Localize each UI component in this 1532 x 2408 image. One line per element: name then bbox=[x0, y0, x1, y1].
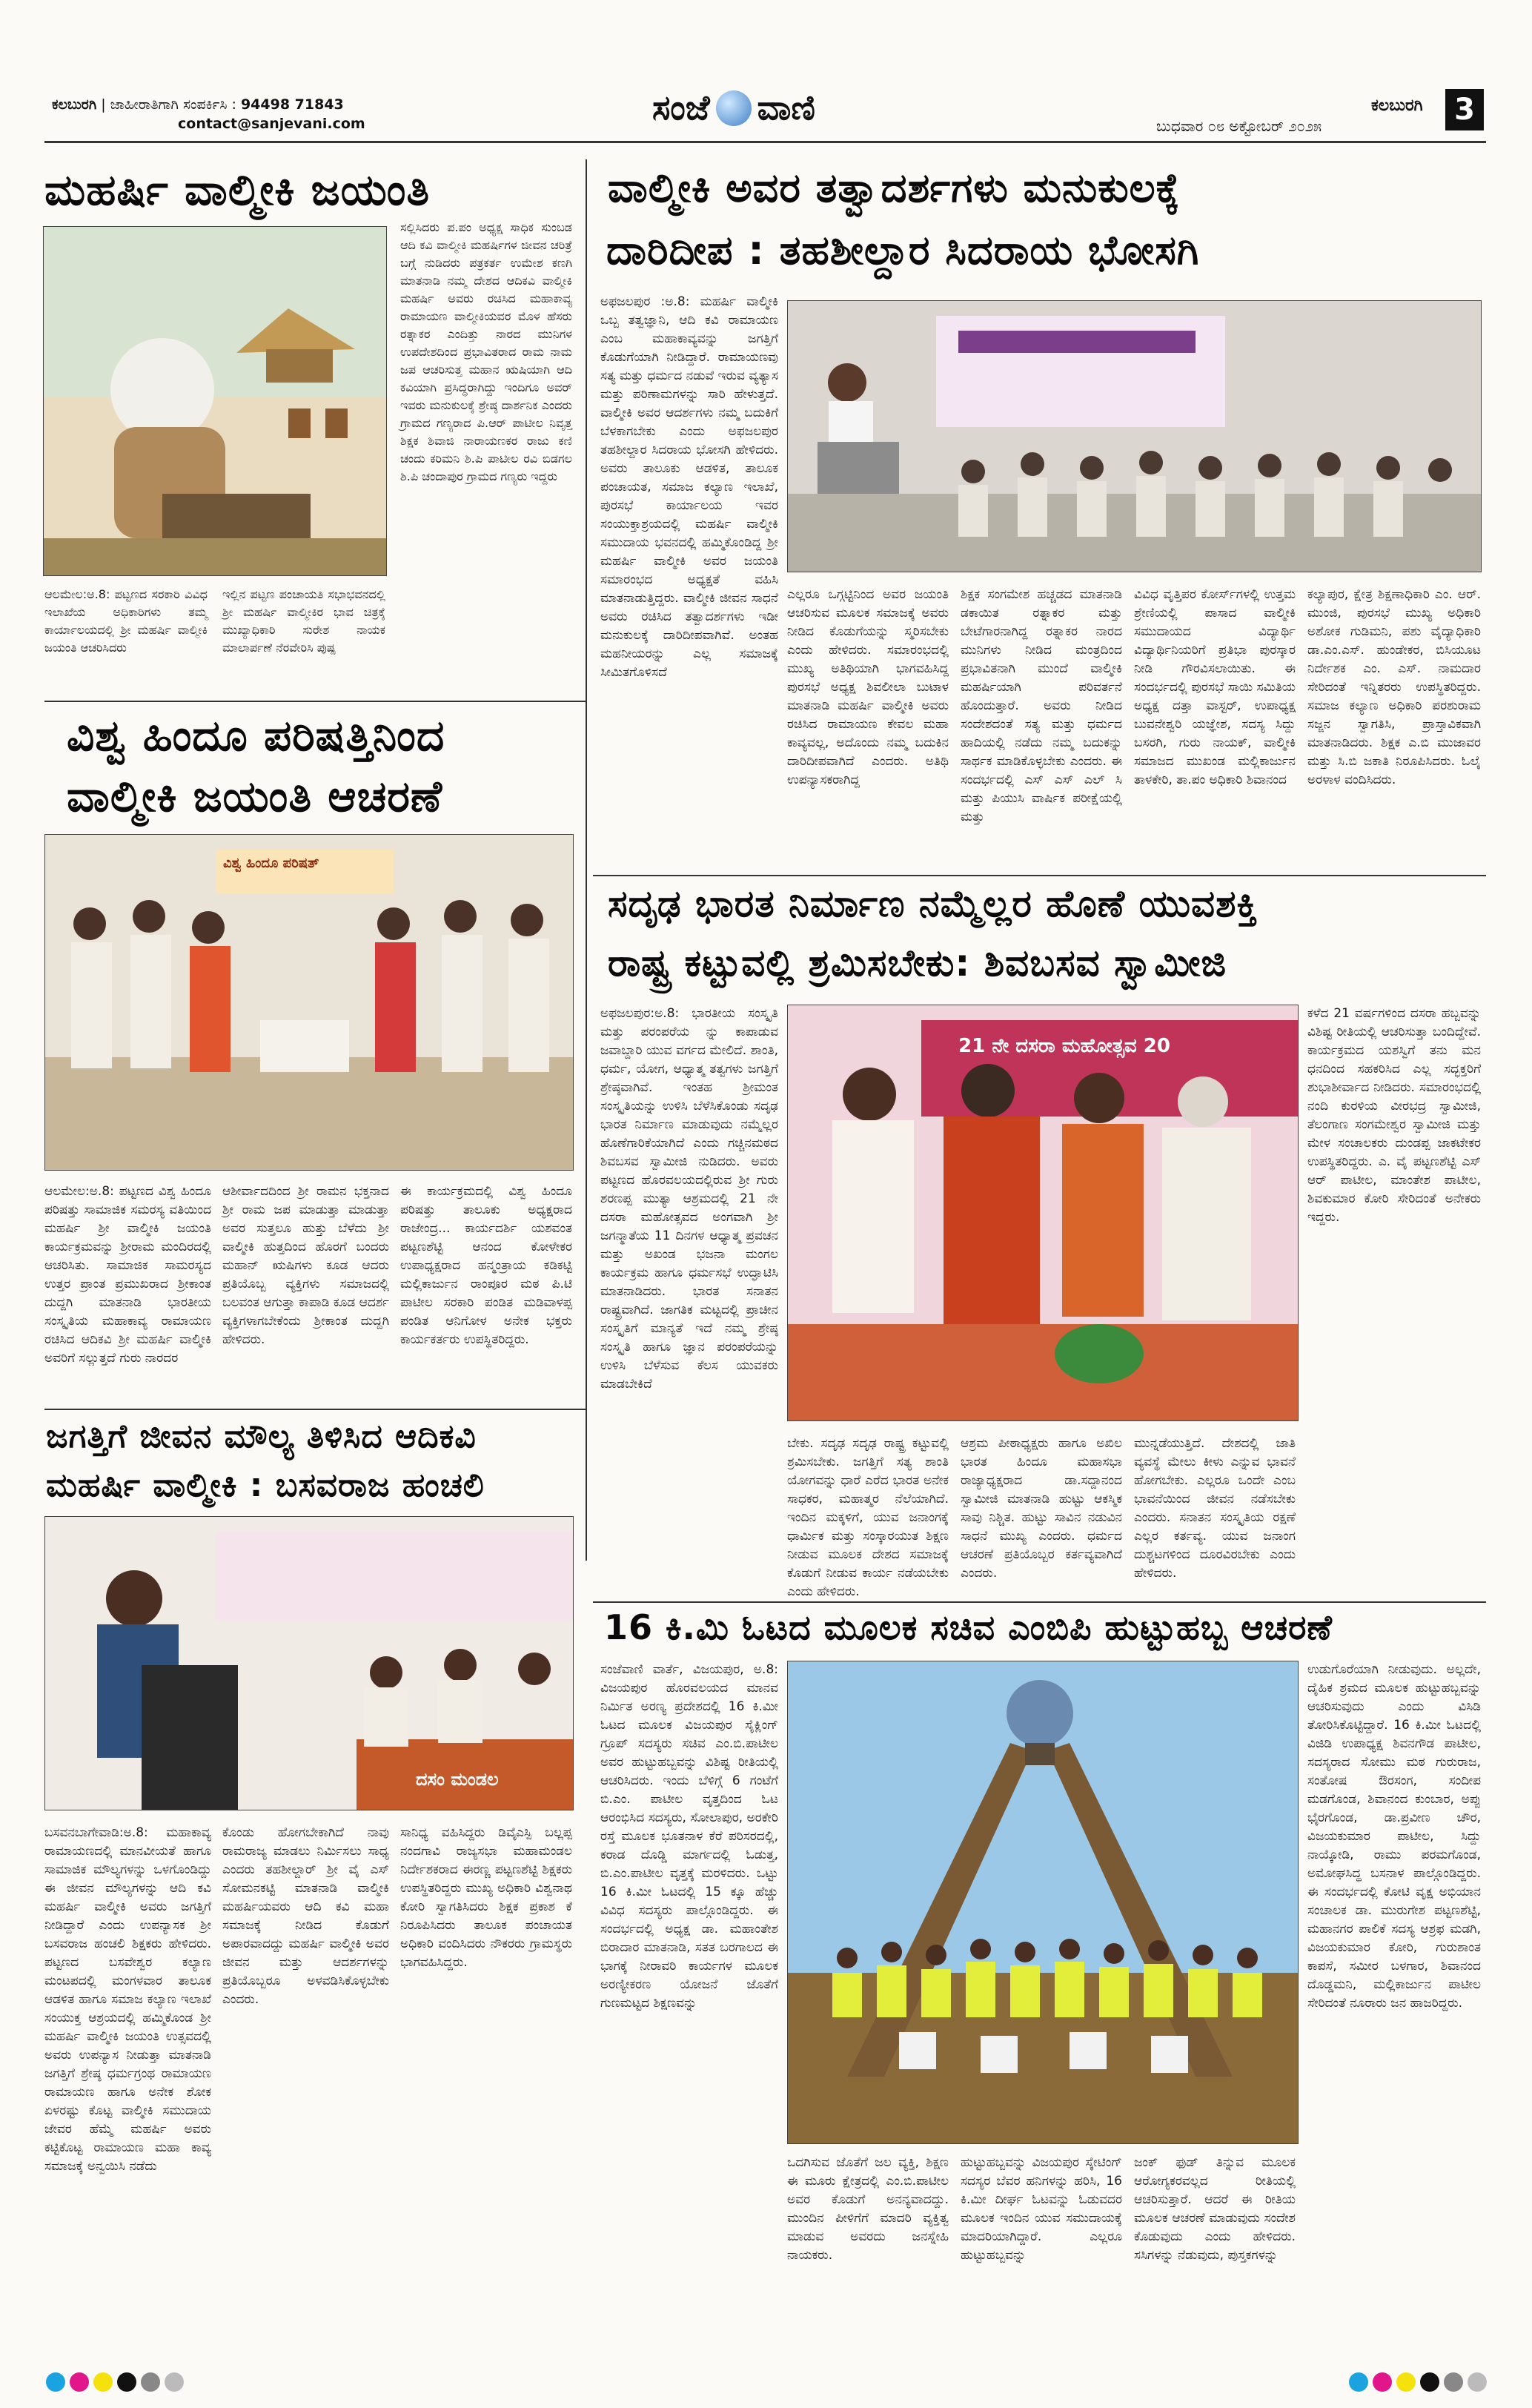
ad-contact-label: ಜಾಹೀರಾತಿಗಾಗಿ ಸಂಪರ್ಕಿಸಿ bbox=[110, 96, 228, 113]
lightgray-dot bbox=[165, 2372, 184, 2392]
color-registration-right bbox=[1349, 2372, 1487, 2392]
story4-col2: ಕೊಂಡು ಹೋಗಬೇಕಾಗಿದೆ ನಾವು ರಾಮರಾಜ್ಯ ಮಾಡಲು ನಿರ್ಮಿಸಲು ಸಾಧ್ಯ ಎಂದರು ತಹಶೀಲ್ದಾರ್ ಶ್ರೀ ವೈ ಎಸ್ ಸೋಮನಕಟ್ಟಿ ಮಾತನಾಡಿ ವಾಲ್ಮೀಕಿ ಮಹರ್ಷಿಯವರು ಆದಿ ಕವಿ ಮಹಾ ಸಮಾಜಕ್ಕೆ ನೀಡಿದ ಕೊಡುಗೆ ಅಪಾರವಾದದ್ದು ಮಹರ್ಷಿ ವಾಲ್ಮೀಕಿ ಅವರ ಜೀವನ ಮತ್ತು ಆದರ್ಶಗಳನ್ನು ಪ್ರತಿಯೊಬ್ಬರೂ ಅಳವಡಿಸಿಕೊಳ್ಳಬೇಕು ಎಂದರು. bbox=[222, 1825, 389, 2007]
black-dot bbox=[1420, 2372, 1439, 2392]
swamiji-event-photo bbox=[787, 1005, 1299, 1421]
story3-headline-2: ವಾಲ್ಮೀಕಿ ಜಯಂತಿ ಆಚರಣೆ bbox=[67, 771, 443, 821]
dasara-banner-text: 21 ನೇ ದಸರಾ ಮಹೋತ್ಸವ 20 bbox=[958, 1035, 1170, 1057]
story3-col2: ಆಶೀರ್ವಾದದಿಂದ ಶ್ರೀ ರಾಮನ ಭಕ್ತನಾದ ಶ್ರೀ ರಾಮ ಜಪ ಮಾಡುತ್ತಾ ಮಾಡುತ್ತಾ ಅವರ ಸುತ್ತಲೂ ಹುತ್ತು ಬೆಳೆದು ಶ್ರೀ ವಾಲ್ಮೀಕಿ ಹುತ್ತದಿಂದ ಹೊರಗೆ ಬಂದರು ಮಹಾನ್ ಋಷಿಗಳು ಕೂಡ ಆದರು ಪ್ರತಿಯೊಬ್ಬ ವ್ಯಕ್ತಿಗಳು ಸಮಾಜದಲ್ಲಿ ಬಲವಂತ ಆಗುತ್ತಾ ಕಾಪಾಡಿ ಕೂಡ ಆದರ್ಶ ವ್ಯಕ್ತಿಗಳಾಗಬೇಕೆಂದು ಶ್ರೀಕಾಂತ ದುದ್ದಗಿ ಹೇಳಿದರು. bbox=[222, 1184, 389, 1347]
masthead-rule bbox=[44, 141, 1486, 143]
valmiki-painting bbox=[43, 226, 387, 576]
story1-col2: ಇಲ್ಲಿನ ಪಟ್ಟಣ ಪಂಚಾಯತಿ ಸಭಾಭವನದಲ್ಲಿ ಶ್ರೀ ಮಹರ್ಷಿ ವಾಲ್ಮೀಕಿರ ಭಾವ ಚಿತ್ರಕ್ಕೆ ಮುಖ್ಯಾಧಿಕಾರಿ ಸುರೇಶ ನಾಯಕ ಮಾಲಾರ್ಪಣೆ ನೆರವೇರಿಸಿ ಪುಷ್ಪ bbox=[222, 587, 385, 655]
story6-col5: ಉಡುಗೊರೆಯಾಗಿ ನೀಡುವುದು. ಅಲ್ಲದೇ, ದೈಹಿಕ ಶ್ರಮದ ಮೂಲಕ ಹುಟ್ಟುಹಬ್ಬವನ್ನು ಆಚರಿಸುವುದು ಎಂದು ವಿಸಿಡಿ ತೋರಿಸಿಕೊಟ್ಟಿದ್ದಾರೆ. 16 ಕಿ.ಮೀ ಓಟದಲ್ಲಿ ವಿಜಿಡಿ ಉಪಾಧ್ಯಕ್ಷ ಶಿವನಗೌಡ ಪಾಟೀಲ, ಸದಸ್ಯರಾದ ಸೋಮು ಮಠ ಗುರುರಾಜ, ಸಂತೋಷ ಔರಸಂಗ, ಸಂದೀಪ ಮಡಗೊಂಡ, ಶಿವಾನಂದ ಕುಂಬಾರ, ಅಪ್ಪು ಭೈರಗೊಂಡ, ಡಾ.ಪ್ರವೀಣ ಚೌರ, ವಿಜಯಕುಮಾರ ಪಾಟೀಲ, ಸಿದ್ದು ನಾಯ್ಕೋಡಿ, ರಾಮು ಪರಮಗೊಂಡ, ಅಮೋಘಸಿದ್ಧ ಬಸನಾಳ ಪಾಲ್ಗೊಂಡಿದ್ದರು. ಈ ಸಂದರ್ಭದಲ್ಲಿ ಕೋಟಿ ವೃಕ್ಷ ಅಭಿಯಾನ ಸಂಚಾಲಕ ಡಾ. ಮುರುಗೇಶ ಪಟ್ಟಣಶೆಟ್ಟಿ, ಮಹಾನಗರ ಪಾಲಿಕೆ ಸದಸ್ಯ ಆಶ್ರಫ ಮಡಗಿ, ವಿಜಯಕುಮಾರ ಕೋರಿ, ಗುರುಶಾಂತ ಕಾಪಸೆ, ಸಮೀರ ಬಳಗಾರ, ಶಿವಾನಂದ ದೊಡ್ಡಮನಿ, ಮಲ್ಲಿಕಾರ್ಜುನ ಪಾಟೀಲ ಸೇರಿದಂತೆ ನೂರಾರು ಜನ ಹಾಜರಿದ್ದರು. bbox=[1307, 1662, 1481, 2011]
story4-col3: ಸಾನಿಧ್ಯ ವಹಿಸಿದ್ದರು ಡಿವೈಎಸ್ಪಿ ಬಲ್ಲಪ್ಪ ನಂದಗಾವಿ ರಾಜ್ಯಸಭಾ ಮಹಾಮಂಡಲ ನಿರ್ದೇಶಕರಾದ ಈರಣ್ಣ ಪಟ್ಟಣಶೆಟ್ಟಿ ಶಿಕ್ಷಕರು ಉಪಸ್ಥಿತರಿದ್ದರು ಮುಖ್ಯ ಅಧಿಕಾರಿ ವಿಶ್ವನಾಥ ಕೋರಿ ಸ್ವಾಗತಿಸಿದರು ಶಿಕ್ಷಕ ಪ್ರಕಾಶ ಕೆ ನಿರೂಪಿಸಿದರು ತಾಲೂಕ ಪಂಚಾಯತ ಅಧಿಕಾರಿ ವಂದಿಸಿದರು ನೌಕರರು ಗ್ರಾಮಸ್ಥರು ಭಾಗವಹಿಸಿದ್ದರು. bbox=[400, 1825, 572, 1970]
cyan-dot bbox=[46, 2372, 65, 2392]
story2-col1: ಅಫಜಲಪುರ :ಅ.8: ಮಹರ್ಷಿ ವಾಲ್ಮೀಕಿ ಒಬ್ಬ ತತ್ವಜ್ಞಾನಿ, ಆದಿ ಕವಿ ರಾಮಾಯಣ ಎಂಬ ಮಹಾಕಾವ್ಯವನ್ನು ಜಗತ್ತಿಗೆ ಕೊಡುಗೆಯಾಗಿ ನೀಡಿದ್ದಾರೆ. ರಾಮಾಯಣವು ಸತ್ಯ ಮತ್ತು ಧರ್ಮದ ನಡುವೆ ಇರುವ ವ್ಯತ್ಯಾಸ ಮತ್ತು ಪರಿಣಾಮಗಳನ್ನು ಸಾರಿ ಹೇಳುತ್ತದೆ. ವಾಲ್ಮೀಕಿ ಅವರ ಆದರ್ಶಗಳು ನಮ್ಮ ಬದುಕಿಗೆ ಬೆಳಕಾಗಬೇಕು ಎಂದು ಅಫಜಲಪುರ ತಹಶೀಲ್ದಾರ ಸಿದರಾಯ ಭೋಸಗಿ ಹೇಳಿದರು. ಅವರು ತಾಲೂಕು ಆಡಳಿತ, ತಾಲೂಕ ಪಂಚಾಯತ, ಸಮಾಜ ಕಲ್ಯಾಣ ಇಲಾಖೆ, ಪುರಸಭೆ ಕಾರ್ಯಾಲಯ ಇವರ ಸಂಯುಕ್ತಾಶ್ರಯದಲ್ಲಿ ಮಹರ್ಷಿ ವಾಲ್ಮೀಕಿ ಸಮುದಾಯ ಭವನದಲ್ಲಿ ಹಮ್ಮಿಕೊಂಡಿದ್ದ ಶ್ರೀ ಮಹರ್ಷಿ ವಾಲ್ಮೀಕಿ ಅವರ ಜಯಂತಿ ಸಮಾರಂಭದ ಅಧ್ಯಕ್ಷತೆ ವಹಿಸಿ ಮಾತನಾಡುತ್ತಿದ್ದರು. ವಾಲ್ಮೀಕಿ ಜೀವನ ಸಾಧನೆ ಅವರು ರಚಿಸಿದ ತತ್ವಾದರ್ಶಗಳು ಇಡೀ ಮನುಕುಲಕ್ಕೆ ದಾರಿದೀಪವಾಗಿವೆ. ಅಂತಹ ಮಹನೀಯರನ್ನು ಎಲ್ಲ ಸಮಾಜಕ್ಕೆ ಸೀಮಿತಗೊಳಿಸದೆ bbox=[600, 294, 778, 680]
stage-banner-text: ದಸಂ ಮಂಡಲ bbox=[416, 1769, 499, 1790]
vhp-banner-text: ವಿಶ್ವ ಹಿಂದೂ ಪರಿಷತ್ bbox=[223, 856, 319, 871]
story2-col4: ವಿವಿಧ ವೃತ್ತಿಪರ ಕೋರ್ಸ್‌ಗಳಲ್ಲಿ ಉತ್ತಮ ಶ್ರೇಣಿಯಲ್ಲಿ ಪಾಸಾದ ವಾಲ್ಮೀಕಿ ಸಮುದಾಯದ ವಿದ್ಯಾರ್ಥಿ ವಿದ್ಯಾರ್ಥಿನಿಯರಿಗೆ ಪ್ರತಿಭಾ ಪುರಸ್ಕಾರ ನೀಡಿ ಗೌರವಿಸಲಾಯಿತು. ಈ ಸಂದರ್ಭದಲ್ಲಿ ಪುರಸಭೆ ಸಾಯಿ ಸಮಿತಿಯ ಅಧ್ಯಕ್ಷ ದತ್ತಾ ವಾಸ್ಟರ್, ಉಪಾಧ್ಯಕ್ಷ ಬುವನೇಶ್ವರಿ ಯಜ್ಞೇಶ, ಸದಸ್ಯ ಸಿದ್ದು ಬಸರಗಿ, ಗುರು ನಾಯಕ್, ವಾಲ್ಮೀಕಿ ಸಮಾಜದ ಮುಖಂಡ ಮಲ್ಲಿಕಾರ್ಜುನ ತಾಳಕೇರಿ, ತಾ.ಪಂ ಅಧಿಕಾರಿ ಶಿವಾನಂದ bbox=[1134, 587, 1296, 787]
vhp-event-photo bbox=[44, 834, 574, 1171]
story2-col2: ಎಲ್ಲರೂ ಒಗ್ಗಟ್ಟಿನಿಂದ ಅವರ ಜಯಂತಿ ಆಚರಿಸುವ ಮೂಲಕ ಸಮಾಜಕ್ಕೆ ಅವರು ನೀಡಿದ ಕೊಡುಗೆಯನ್ನು ಸ್ಮರಿಸಬೇಕು ಎಂದು ಹೇಳಿದರು. ಸಮಾರಂಭದಲ್ಲಿ ಮುಖ್ಯ ಅತಿಥಿಯಾಗಿ ಭಾಗವಹಿಸಿದ್ದ ಪುರಸಭೆ ಅಧ್ಯಕ್ಷ ಶಿವಲೀಲಾ ಬುಟಾಳ ಮಾತನಾಡಿ ಮಹರ್ಷಿ ವಾಲ್ಮೀಕಿ ಅವರು ರಚಿಸಿದ ರಾಮಾಯಣ ಕೇವಲ ಮಹಾ ಕಾವ್ಯವಲ್ಲ, ಅದೊಂದು ನಮ್ಮ ಬದುಕಿನ ದಾರಿದೀಪವಾಗಿದೆ ಎಂದರು. ಅತಿಥಿ ಉಪನ್ಯಾಸಕರಾಗಿದ್ದ bbox=[787, 587, 949, 787]
story1-col1: ಆಲಮೇಲ:ಅ.8: ಪಟ್ಟಣದ ಸರಕಾರಿ ವಿವಿಧ ಇಲಾಖೆಯ ಅಧಿಕಾರಿಗಳು ತಮ್ಮ ಕಾರ್ಯಾಲಯದಲ್ಲಿ ಶ್ರೀ ಮಹರ್ಷಿ ವಾಲ್ಮೀಕಿ ಜಯಂತಿ ಆಚರಿಸಿದರು bbox=[44, 587, 208, 655]
tahsildar-event-photo bbox=[787, 300, 1482, 572]
story5-col3: ಆಶ್ರಮ ಪೀಠಾಧ್ಯಕ್ಷರು ಹಾಗೂ ಅಖಿಲ ಭಾರತ ಹಿಂದೂ ಮಹಾಸಭಾ ರಾಜ್ಯಾಧ್ಯಕ್ಷರಾದ ಡಾ.ಸದ್ದಾನಂದ ಸ್ವಾಮೀಜಿ ಮಾತನಾಡಿ ಹುಟ್ಟು ಆಕಸ್ಮಿಕ ಸಾವು ನಿಶ್ಚಿತ. ಹುಟ್ಟು ಸಾವಿನ ನಡುವಿನ ಸಾಧನೆ ಮುಖ್ಯ ಎಂದರು. ಧರ್ಮದ ಆಚರಣೆ ಪ್ರತಿಯೊಬ್ಬರ ಕರ್ತವ್ಯವಾಗಿದೆ ಎಂದರು. bbox=[961, 1436, 1122, 1581]
story6-col2: ಒದಗಿಸುವ ಜೊತೆಗೆ ಜಲ ವ್ಯಕ್ತಿ, ಶಿಕ್ಷಣ ಈ ಮೂರು ಕ್ಷೇತ್ರದಲ್ಲಿ ಎಂ.ಬಿ.ಪಾಟೀಲ ಅವರ ಕೊಡುಗೆ ಅನನ್ಯವಾದದ್ದು. ಮುಂದಿನ ಪೀಳಿಗೆಗೆ ಮಾದರಿ ವ್ಯಕ್ತಿತ್ವ ಮಾಡುವ ಅವರದು ಜನಸ್ನೇಹಿ ನಾಯಕರು. bbox=[787, 2155, 949, 2263]
story4-headline-2: ಮಹರ್ಷಿ ವಾಲ್ಮೀಕಿ : ಬಸವರಾಜ ಹಂಚಲಿ bbox=[46, 1466, 485, 1504]
globe-icon bbox=[716, 90, 752, 126]
story4-headline-1: ಜಗತ್ತಿಗೆ ಜೀವನ ಮೌಲ್ಯ ತಿಳಿಸಿದ ಆದಿಕವಿ bbox=[46, 1418, 477, 1455]
divider bbox=[593, 1601, 1486, 1603]
logo-right: ವಾಣಿ bbox=[757, 87, 815, 128]
divider bbox=[593, 875, 1486, 876]
email[interactable]: contact@sanjevani.com bbox=[178, 116, 365, 132]
story2-headline-1: ವಾಲ್ಮೀಕಿ ಅವರ ತತ್ವಾದರ್ಶಗಳು ಮನುಕುಲಕ್ಕೆ bbox=[608, 165, 1181, 211]
divider bbox=[44, 1409, 586, 1410]
story1-headline: ಮಹರ್ಷಿ ವಾಲ್ಮೀಕಿ ಜಯಂತಿ bbox=[44, 165, 431, 215]
logo bbox=[652, 87, 815, 129]
cyan-dot bbox=[1349, 2372, 1368, 2392]
logo-left: ಸಂಜೆ bbox=[652, 87, 710, 128]
runners-group-photo bbox=[787, 1661, 1299, 2144]
story3-headline-1: ವಿಶ್ವ ಹಿಂದೂ ಪರಿಷತ್ತಿನಿಂದ bbox=[67, 710, 445, 761]
divider bbox=[586, 159, 587, 1561]
magenta-dot bbox=[1373, 2372, 1392, 2392]
gray-dot bbox=[141, 2372, 160, 2392]
masthead-date: ಬುಧವಾರ ೦೮ ಅಕ್ಟೋಬರ್ ೨೦೨೫ bbox=[1156, 117, 1322, 135]
lightgray-dot bbox=[1468, 2372, 1487, 2392]
story5-col2: ಬೇಕು. ಸದೃಢ ಸದೃಢ ರಾಷ್ಟ್ರ ಕಟ್ಟುವಲ್ಲಿ ಶ್ರಮಿಸಬೇಕು. ಜಗತ್ತಿಗೆ ಸತ್ಯ ಶಾಂತಿ ಯೋಗವನ್ನು ಧಾರೆ ಎರೆದ ಭಾರತ ಅನೇಕ ಸಾಧಕರ, ಮಹಾತ್ಮರ ನೆಲೆಯಾಗಿದೆ. ಇಂದಿನ ಮಕ್ಕಳಿಗೆ, ಯುವ ಜನಾಂಗಕ್ಕೆ ಧಾರ್ಮಿಕ ಮತ್ತು ಸಂಸ್ಕಾರಯುತ ಶಿಕ್ಷಣ ನೀಡುವ ಮೂಲಕ ದೇಶದ ಸಮಾಜಕ್ಕೆ ಕೊಡುಗೆ ನೀಡುವ ಕಾರ್ಯ ನಡೆಯಬೇಕು ಎಂದು ಹೇಳಿದರು. bbox=[787, 1436, 949, 1599]
phone-number: 94498 71843 bbox=[240, 96, 344, 113]
story5-col1: ಅಫಜಲಪುರ:ಅ.8: ಭಾರತೀಯ ಸಂಸ್ಕೃತಿ ಮತ್ತು ಪರಂಪರೆಯ ನ್ನು ಕಾಪಾಡುವ ಜವಾಬ್ದಾರಿ ಯುವ ವರ್ಗದ ಮೇಲಿದೆ. ಶಾಂತಿ, ಧರ್ಮ, ಯೋಗ, ಆಧ್ಯಾತ್ಮ ತತ್ವಗಳು ಜಗತ್ತಿಗೆ ಶ್ರೇಷ್ಠವಾಗಿವೆ. ಇಂತಹ ಶ್ರೀಮಂತ ಸಂಸ್ಕೃತಿಯನ್ನು ಉಳಿಸಿ ಬೆಳೆಸಿಕೊಂಡು ಸದೃಢ ಭಾರತ ನಿರ್ಮಾಣ ಮಾಡುವುದು ನಮ್ಮೆಲ್ಲರ ಹೊಣೆಗಾರಿಕೆಯಾಗಿದೆ ಎಂದು ಗಚ್ಚಿನಮಠದ ಶಿವಬಸವ ಸ್ವಾಮೀಜಿ ನುಡಿದರು. ಅವರು ಪಟ್ಟಣದ ಹೊರವಲಯದಲ್ಲಿರುವ ಶ್ರೀ ಗುರು ಶರಣಪ್ಪ ಮುತ್ಯಾ ಆಶ್ರಮದಲ್ಲಿ 21 ನೇ ದಸರಾ ಮಹೋತ್ಸವದ ಅಂಗವಾಗಿ ಶ್ರೀ ಜಗನ್ಮಾತೆಯ 11 ದಿನಗಳ ಆಧ್ಯಾತ್ಮ ಪ್ರವಚನ ಮತ್ತು ಅಖಂಡ ಭಜನಾ ಮಂಗಲ ಕಾರ್ಯಕ್ರಮ ಹಾಗೂ ಧರ್ಮಸಭೆ ಉದ್ಘಾಟಿಸಿ ಮಾತನಾಡಿದರು. ಭಾರತ ಸನಾತನ ರಾಷ್ಟ್ರವಾಗಿದೆ. ಜಾಗತಿಕ ಮಟ್ಟದಲ್ಲಿ ಪ್ರಾಚೀನ ಸಂಸ್ಕೃತಿಗೆ ಮಾನ್ಯತೆ ಇದೆ ನಮ್ಮ ಶ್ರೇಷ್ಠ ಸಂಸ್ಕೃತಿ ಹಾಗೂ ಜ್ಞಾನ ಪರಂಪರೆಯನ್ನು ಉಳಿಸಿ ಬೆಳೆಸುವ ಕೆಲಸ ಯುವಕರು ಮಾಡಬೇಕಿದೆ bbox=[600, 1006, 778, 1392]
story3-col1: ಆಲಮೇಲ:ಅ.8: ಪಟ್ಟಣದ ವಿಶ್ವ ಹಿಂದೂ ಪರಿಷತ್ತು ಸಾಮಾಜಿಕ ಸಮರಸ್ಯ ವತಿಯಿಂದ ಮಹರ್ಷಿ ಶ್ರೀ ವಾಲ್ಮೀಕಿ ಜಯಂತಿ ಕಾರ್ಯಕ್ರಮವನ್ನು ಶ್ರೀರಾಮ ಮಂದಿರದಲ್ಲಿ ಆಚರಿಸಿತು. ಸಾಮಾಜಿಕ ಸಾಮರಸ್ಯದ ಉತ್ತರ ಪ್ರಾಂತ ಪ್ರಮುಖರಾದ ಶ್ರೀಕಾಂತ ದುದ್ದಗಿ ಮಾತನಾಡಿ ಭಾರತೀಯ ಸಂಸ್ಕೃತಿಯ ಮಹಾಕಾವ್ಯ ರಾಮಾಯಣ ರಚಿಸಿದ ಆದಿಕವಿ ಶ್ರೀ ಮಹರ್ಷಿ ವಾಲ್ಮೀಕಿ ಅವರಿಗೆ ಸಲ್ಲುತ್ತದೆ ಗುರು ನಾರದರ bbox=[44, 1184, 211, 1366]
story2-headline-2: ದಾರಿದೀಪ : ತಹಶೀಲ್ದಾರ ಸಿದರಾಯ ಭೋಸಗಿ bbox=[606, 227, 1200, 274]
story2-col3: ಶಿಕ್ಷಕ ಸಂಗಮೇಶ ಹಚ್ಚಡದ ಮಾತನಾಡಿ ಡಕಾಯಿತ ರತ್ನಾಕರ ಮತ್ತು ಬೇಟೆಗಾರನಾಗಿದ್ದ ರತ್ನಾಕರ ನಾರದ ಮುನಿಗಳು ನೀಡಿದ ಮಂತ್ರದಿಂದ ಪ್ರಭಾವಿತನಾಗಿ ಮುಂದೆ ವಾಲ್ಮೀಕಿ ಮಹರ್ಷಿಯಾಗಿ ಪರಿವರ್ತನೆ ಹೊಂದುತ್ತಾರೆ. ಅವರು ನೀಡಿದ ಸಂದೇಶದಂತೆ ಸತ್ಯ ಮತ್ತು ಧರ್ಮದ ಹಾದಿಯಲ್ಲಿ ನಡೆದು ನಮ್ಮ ಬದುಕನ್ನು ಸಾರ್ಥಕ ಮಾಡಿಕೊಳ್ಳಬೇಕು ಎಂದರು. ಈ ಸಂದರ್ಭದಲ್ಲಿ ಎಸ್ ಎಸ್ ಎಲ್ ಸಿ ಮತ್ತು ಪಿಯುಸಿ ವಾರ್ಷಿಕ ಪರೀಕ್ಷೆಯಲ್ಲಿ ಮತ್ತು bbox=[961, 587, 1122, 824]
story6-col4: ಜಂಕ್ ಫುಡ್ ತಿನ್ನುವ ಮೂಲಕ ಆರೋಗ್ಯಕರವಲ್ಲದ ರೀತಿಯಲ್ಲಿ ಆಚರಿಸುತ್ತಾರೆ. ಆದರೆ ಈ ರೀತಿಯ ಮೂಲಕ ಆಚರಣೆ ಮಾಡುವುದು ಸಂದೇಶ ಕೊಡುವುದು ಎಂದು ಹೇಳಿದರು. ಸಸಿಗಳನ್ನು ನೆಡುವುದು, ಪುಸ್ತಕಗಳನ್ನು bbox=[1134, 2155, 1296, 2263]
story6-headline: 16 ಕಿ.ಮಿ ಓಟದ ಮೂಲಕ ಸಚಿವ ಎಂಬಿಪಿ ಹುಟ್ಟುಹಬ್ಬ ಆಚರಣೆ bbox=[604, 1607, 1333, 1647]
story2-col5: ಕಲ್ಯಾಪುರ, ಕ್ಷೇತ್ರ ಶಿಕ್ಷಣಾಧಿಕಾರಿ ಎಂ. ಆರ್. ಮುಂಜಿ, ಪುರಸಭೆ ಮುಖ್ಯ ಅಧಿಕಾರಿ ಅಶೋಕ ಗುಡಿಮನಿ, ಪಶು ವೈದ್ಯಾಧಿಕಾರಿ ಡಾ.ಎಂ.ಎಸ್. ಹುಂಡೇಕರ, ಬಿಸಿಯೂಟ ನಿರ್ದೇಶಕ ಎಂ. ಎಸ್. ನಾಮದಾರ ಸೇರಿದಂತೆ ಇನ್ನಿತರರು ಉಪಸ್ಥಿತರಿದ್ದರು. ಸಮಾಜ ಕಲ್ಯಾಣ ಅಧಿಕಾರಿ ಪರಶುರಾಮ ಸಜ್ಜನ ಸ್ವಾಗತಿಸಿ, ಪ್ರಾಸ್ತಾವಿಕವಾಗಿ ಮಾತನಾಡಿದರು. ಶಿಕ್ಷಕ ಎ.ಬಿ ಮುಜಾವರ ಮತ್ತು ಸಿ.ಬಿ ಜಕಾತಿ ನಿರೂಪಿಸಿದರು. ಓಲೈ ಅರಳಾಳ ವಂದಿಸಿದರು. bbox=[1307, 587, 1481, 787]
magenta-dot bbox=[70, 2372, 89, 2392]
yellow-dot bbox=[93, 2372, 113, 2392]
story6-col1: ಸಂಜೆವಾಣಿ ವಾರ್ತೆ, ವಿಜಯಪುರ, ಅ.8: ವಿಜಯಪುರ ಹೊರವಲಯದ ಮಾನವ ನಿರ್ಮಿತ ಅರಣ್ಯ ಪ್ರದೇಶದಲ್ಲಿ 16 ಕಿ.ಮೀ ಓಟದ ಮೂಲಕ ವಿಜಯಪುರ ಸೈಕ್ಲಿಂಗ್ ಗ್ರೂಪ್ ಸದಸ್ಯರು ಸಚಿವ ಎಂ.ಬಿ.ಪಾಟೀಲ ಅವರ ಹುಟ್ಟುಹಬ್ಬವನ್ನು ವಿಶಿಷ್ಟ ರೀತಿಯಲ್ಲಿ ಆಚರಿಸಿದರು. ಇಂದು ಬೆಳಿಗ್ಗೆ 6 ಗಂಟೆಗೆ ಬಿ.ಎಂ. ಪಾಟೀಲ ವೃತ್ತದಿಂದ ಓಟ ಆರಂಭಿಸಿದ ಸದಸ್ಯರು, ಸೋಲಾಪುರ, ಅರಕೇರಿ ರಸ್ತೆ ಮೂಲಕ ಭೂತನಾಳ ಕೆರೆ ಪರಿಸರದಲ್ಲಿ, ಕರಾಡ ದೊಡ್ಡಿ ಮಾರ್ಗದಲ್ಲಿ ಓಡುತ್ತ, ಬಿ.ಎಂ.ಪಾಟೀಲ ವೃತ್ತಕ್ಕೆ ಮರಳಿದರು. ಒಟ್ಟು 16 ಕಿ.ಮೀ ಓಟದಲ್ಲಿ 15 ಕ್ಕೂ ಹೆಚ್ಚು ವಿವಿಧ ಸದಸ್ಯರು ಪಾಲ್ಗೊಂಡಿದ್ದರು. ಈ ಸಂದರ್ಭದಲ್ಲಿ ಅಧ್ಯಕ್ಷ ಡಾ. ಮಹಾಂತೇಶ ಬಿರಾದಾರ ಮಾತನಾಡಿ, ಸತತ ಬರಗಾಲದ ಈ ಭಾಗಕ್ಕೆ ನೀರಾವರಿ ಕಾರ್ಯಗಳ ಮೂಲಕ ಅರಣ್ಯೀಕರಣ ಯೋಜನೆ ಜೊತೆಗೆ ಗುಣಮಟ್ಟದ ಶಿಕ್ಷಣವನ್ನು bbox=[600, 1662, 778, 2011]
hanchali-speech-photo bbox=[44, 1516, 574, 1810]
story6-col3: ಹುಟ್ಟುಹಬ್ಬವನ್ನು ವಿಜಯಪುರ ಸ್ಕೇಟಿಂಗ್ ಸದಸ್ಯರ ಬೆವರ ಹನಿಗಳನ್ನು ಹರಿಸಿ, 16 ಕಿ.ಮೀ ದೀರ್ಘ ಓಟವನ್ನು ಓಡುವದರ ಮೂಲಕ ಇಂದಿನ ಯುವ ಸಮುದಾಯಕ್ಕೆ ಮಾದರಿಯಾಗಿದ್ದಾರೆ. ಎಲ್ಲರೂ ಹುಟ್ಟುಹಬ್ಬವನ್ನು bbox=[961, 2155, 1122, 2263]
left-city: ಕಲಬುರಗಿ bbox=[52, 96, 97, 113]
gray-dot bbox=[1444, 2372, 1463, 2392]
color-registration-left bbox=[46, 2372, 184, 2392]
story4-col1: ಬಸವನಬಾಗೇವಾಡಿ:ಅ.8: ಮಹಾಕಾವ್ಯ ರಾಮಾಯಣದಲ್ಲಿ ಮಾನವೀಯತೆ ಹಾಗೂ ಸಾಮಾಜಿಕ ಮೌಲ್ಯಗಳನ್ನು ಒಳಗೊಂಡಿದ್ದು ಈ ಜೀವನ ಮೌಲ್ಯಗಳನ್ನು ಆದಿ ಕವಿ ಮಹರ್ಷಿ ವಾಲ್ಮೀಕಿ ಅವರು ಜಗತ್ತಿಗೆ ನೀಡಿದ್ದಾರೆ ಎಂದು ಉಪನ್ಯಾಸಕ ಶ್ರೀ ಬಸವರಾಜ ಹಂಚಲಿ ಶಿಕ್ಷಕರು ಹೇಳಿದರು. ಪಟ್ಟಣದ ಬಸವೇಶ್ವರ ಕಲ್ಯಾಣ ಮಂಟಪದಲ್ಲಿ ಮಂಗಳವಾರ ತಾಲೂಕ ಆಡಳಿತ ಹಾಗೂ ಸಮಾಜ ಕಲ್ಯಾಣ ಇಲಾಖೆ ಸಂಯುಕ್ತ ಆಶ್ರಯದಲ್ಲಿ ಹಮ್ಮಿಕೊಂಡ ಶ್ರೀ ಮಹರ್ಷಿ ವಾಲ್ಮೀಕಿ ಜಯಂತಿ ಉತ್ಸವದಲ್ಲಿ ಅವರು ಉಪನ್ಯಾಸ ನೀಡುತ್ತಾ ಮಾತನಾಡಿ ಜಗತ್ತಿಗೆ ಶ್ರೇಷ್ಠ ಧರ್ಮಗ್ರಂಥ ರಾಮಾಯಣ ರಾಮಾಯಣ ಹಾಗೂ ಅನೇಕ ಶೋಕ ಏಳರಷ್ಟು ಕೊಟ್ಟ ವಾಲ್ಮೀಕಿ ಸಮುದಾಯ ಜೇವರ ಹೆಮ್ಮೆ ಮಹರ್ಷಿ ಅವರು ಕಟ್ಟಿಕೊಟ್ಟ ರಾಮಾಯಣ ಮಹಾ ಕಾವ್ಯ ಸಮಾಜಕ್ಕೆ ಅನ್ವಯಿಸಿ ನಡೆದು bbox=[44, 1825, 211, 2174]
story5-headline-1: ಸದೃಢ ಭಾರತ ನಿರ್ಮಾಣ ನಮ್ಮೆಲ್ಲರ ಹೊಣೆ ಯುವಶಕ್ತಿ bbox=[608, 882, 1259, 925]
story5-col5: ಕಳೆದ 21 ವರ್ಷಗಳಿಂದ ದಸರಾ ಹಬ್ಬವನ್ನು ವಿಶಿಷ್ಟ ರೀತಿಯಲ್ಲಿ ಆಚರಿಸುತ್ತಾ ಬಂದಿದ್ದೇವೆ. ಕಾರ್ಯಕ್ರಮದ ಯಶಸ್ವಿಗೆ ತನು ಮನ ಧನದಿಂದ ಸಹಕರಿಸಿದ ಎಲ್ಲ ಸದ್ಭಕ್ತರಿಗೆ ಶುಭಾಶೀರ್ವಾದ ನೀಡಿದರು. ಸಮಾರಂಭದಲ್ಲಿ ನಂದಿ ಕುರಳಿಯ ವೀರಭದ್ರ ಸ್ವಾಮೀಜಿ, ತೆಲಂಗಾಣ ಸಂಗಮೇಶ್ವರ ಸ್ವಾಮೀಜಿ ಮತ್ತು ಮೇಳ ಸಂಚಾಲಕರು ದುಂಡಪ್ಪ ಜಾಕಟೇಕರ ಉಪಸ್ಥಿತರಿದ್ದರು. ಎ. ವೈ ಪಟ್ಟಣಶೆಟ್ಟಿ ಎಸ್ ಆರ್ ಪಾಟೀಲ, ಮಾಂತೇಶ ಪಾಟೀಲ, ಶಿವಕುಮಾರ ಕೋರಿ ಸೇರಿದಂತೆ ಅನೇಕರು ಇದ್ದರು. bbox=[1307, 1006, 1481, 1225]
masthead-left-info: ಕಲಬುರಗಿ | ಜಾಹೀರಾತಿಗಾಗಿ ಸಂಪರ್ಕಿಸಿ : 94498 71843 contact@sanjevani.com bbox=[52, 96, 365, 132]
story5-headline-2: ರಾಷ್ಟ್ರ ಕಟ್ಟುವಲ್ಲಿ ಶ್ರಮಿಸಬೇಕು: ಶಿವಬಸವ ಸ್ವಾಮೀಜಿ bbox=[608, 942, 1227, 985]
story5-col4: ಮುನ್ನಡೆಯುತ್ತಿದೆ. ದೇಶದಲ್ಲಿ ಜಾತಿ ವ್ಯವಸ್ಥೆ ಮೇಲು ಕೀಳು ಎನ್ನುವ ಭಾವನೆ ಹೋಗಬೇಕು. ಎಲ್ಲರೂ ಒಂದೇ ಎಂಬ ಭಾವನೆಯಿಂದ ಜೀವನ ನಡೆಸಬೇಕು ಎಂದರು. ಸನಾತನ ಸಂಸ್ಕೃತಿಯ ರಕ್ಷಣೆ ಎಲ್ಲರ ಕರ್ತವ್ಯ. ಯುವ ಜನಾಂಗ ದುಶ್ಚಟಗಳಿಂದ ದೂರವಿರಬೇಕು ಎಂದು ಹೇಳಿದರು. bbox=[1134, 1436, 1296, 1581]
right-city: ಕಲಬುರಗಿ bbox=[1371, 96, 1423, 115]
black-dot bbox=[117, 2372, 136, 2392]
yellow-dot bbox=[1396, 2372, 1416, 2392]
page-number: 3 bbox=[1445, 89, 1484, 130]
story3-col3: ಈ ಕಾರ್ಯಕ್ರಮದಲ್ಲಿ ವಿಶ್ವ ಹಿಂದೂ ಪರಿಷತ್ತು ತಾಲೂಕು ಅಧ್ಯಕ್ಷರಾದ ರಾಜೇಂದ್ರ... ಕಾರ್ಯದರ್ಶಿ ಯಶವಂತ ಪಟ್ಟಣಶೆಟ್ಟಿ ಆನಂದ ಕೋಳೇಕರ ಉಪಾಧ್ಯಕ್ಷರಾದ ಹನ್ಮಂತ್ರಾಯ ಕಡಿಕಟ್ಟಿ ಮಲ್ಲಿಕಾರ್ಜುನ ರಾಂಪೂರ ಮಠ ಪಿ.ಟಿ ಪಾಟೀಲ ಸರಕಾರಿ ಪಂಡಿತ ಮಡಿವಾಳಪ್ಪ ಪಂಡಿತ ಆನಿಗೋಳ ಅನೇಕ ಭಕ್ತರು ಕಾರ್ಯಕರ್ತರು ಉಪಸ್ಥಿತರಿದ್ದರು. bbox=[400, 1184, 572, 1347]
story1-side-text: ಸಲ್ಲಿಸಿದರು ಪ.ಪಂ ಅಧ್ಯಕ್ಷ ಸಾಧಿಕ ಸುಂಬಡ ಆದಿ ಕವಿ ವಾಲ್ಮೀಕಿ ಮಹರ್ಷಿಗಳ ಜೀವನ ಚರಿತ್ರೆ ಬಗ್ಗೆ ನುಡಿದರು ಪತ್ರಕರ್ತ ಉಮೇಶ ಕಣಗಿ ಮಾತನಾಡಿ ನಮ್ಮ ದೇಶದ ಆದಿಕವಿ ವಾಲ್ಮೀಕಿ ಮಹರ್ಷಿ ಅವರು ರಚಿಸಿದ ಮಹಾಕಾವ್ಯ ರಾಮಾಯಣ ವಾಲ್ಮೀಕಿಯವರ ಮೊಳ ಹೆಸರು ರತ್ನಾಕರ ಎಂದಿತ್ತು ನಾರದ ಮುನಿಗಳ ಉಪದೇಶದಿಂದ ಪ್ರಭಾವಿತರಾದ ರಾಮ ನಾಮ ಜಪ ಆಚರಿಸುತ್ತ ಮಹಾನ ಋಷಿಯಾಗಿ ಆದಿ ಕವಿಯಾಗಿ ಪ್ರಸಿದ್ಧರಾಗಿದ್ದು ಇಂದಿಗೂ ಅವರ್ ಇವರು ಮನುಕುಲಕ್ಕೆ ಶ್ರೇಷ್ಠ ದಾರ್ಶನಿಕ ಎಂದರು ಗ್ರಾಮದ ಗಣ್ಯರಾದ ಪಿ.ಆರ್ ಪಾಟೀಲ ನಿವೃತ್ತ ಶಿಕ್ಷಕ ಶಿವಾಜಿ ನಾರಾಯಣಕರ ರಾಜು ಕಣಿ ಚಂದು ಕರಿಮನಿ ಶಿ.ಪಿ ಪಾಟೀಲ ರವಿ ಬಿಡಗಲ ಶಿ.ಪಿ ಚಂದಾಪುರ ಗ್ರಾಮದ ಗಣ್ಯರು ಇದ್ದರು bbox=[400, 220, 572, 483]
masthead bbox=[0, 0, 1532, 148]
divider bbox=[44, 701, 586, 702]
